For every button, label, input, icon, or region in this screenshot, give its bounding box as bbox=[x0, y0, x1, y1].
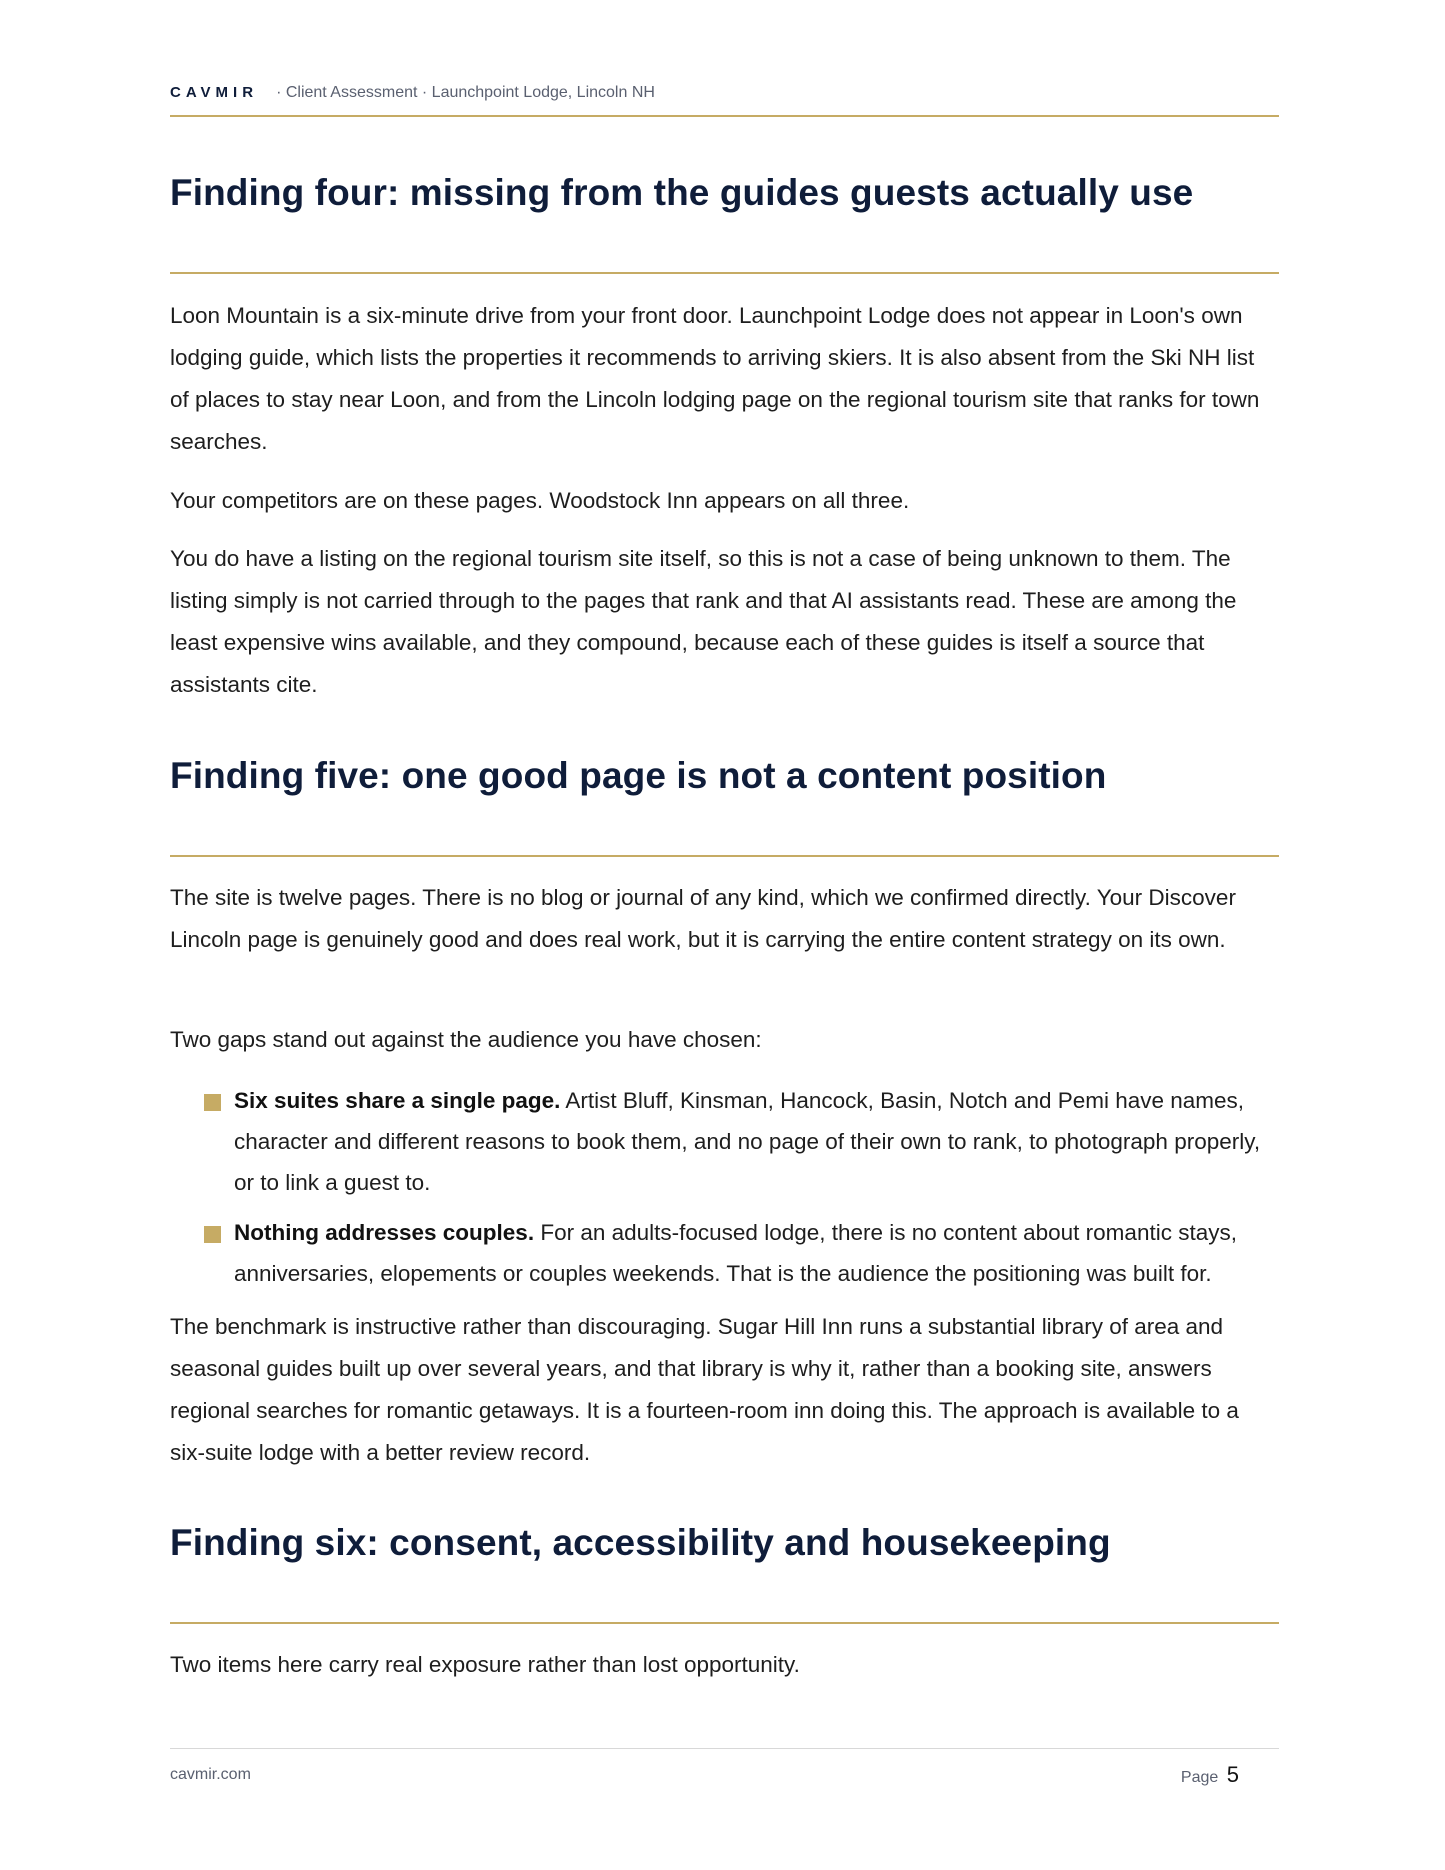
bullet-text: For an adults-focused lodge, there is no content about romantic stays, anniversaries, elopements or couples weekends. That is the audience the positioning was built for. bbox=[234, 1220, 1237, 1286]
page-number-value: 5 bbox=[1226, 1762, 1239, 1787]
page-number bbox=[1181, 1762, 1239, 1788]
bullet-list bbox=[204, 1080, 1279, 1303]
paragraph: Two gaps stand out against the audience you have chosen: bbox=[170, 1027, 762, 1052]
section-heading-finding-four: Finding four: missing from the guides guests actually use bbox=[170, 172, 1194, 213]
footer-rule bbox=[170, 1748, 1279, 1749]
paragraph: You do have a listing on the regional tourism site itself, so this is not a case of being unknown to them. The listing simply is not carried through to the pages that rank and that AI assistants read. These are among the least expensive wins available, and they compound, because each of these guides is itself a source that assistants cite. bbox=[170, 546, 1237, 697]
bullet-text: Artist Bluff, Kinsman, Hancock, Basin, Notch and Pemi have names, character and different reasons to book them, and no page of their own to rank, to photograph properly, or to link a guest to. bbox=[234, 1088, 1261, 1195]
section-rule bbox=[170, 855, 1279, 857]
header-rule bbox=[170, 115, 1279, 117]
list-item bbox=[204, 1080, 1279, 1203]
square-bullet-icon bbox=[204, 1094, 221, 1111]
section-rule bbox=[170, 272, 1279, 274]
bullet-lead: Six suites share a single page. bbox=[234, 1088, 561, 1113]
brand-logo: CAVMIR bbox=[170, 84, 259, 101]
square-bullet-icon bbox=[204, 1226, 221, 1243]
header-breadcrumb: · Client Assessment · Launchpoint Lodge, Lincoln NH bbox=[276, 84, 655, 101]
section-rule bbox=[170, 1622, 1279, 1624]
paragraph: The benchmark is instructive rather than discouraging. Sugar Hill Inn runs a substantial library of area and seasonal guides built up over several years, and that library is why it, rather than a booking site, answers regional searches for romantic getaways. It is a fourteen-room inn doing this. The approach is available to a six-suite lodge with a better review record. bbox=[170, 1314, 1239, 1465]
list-item bbox=[204, 1212, 1279, 1294]
running-header bbox=[170, 84, 1279, 102]
page-label: Page bbox=[1180, 1769, 1219, 1786]
paragraph: Loon Mountain is a six-minute drive from your front door. Launchpoint Lodge does not appear in Loon's own lodging guide, which lists the properties it recommends to arriving skiers. It is also absent from the Ski NH list of places to stay near Loon, and from the Lincoln lodging page on the regional tourism site that ranks for town searches. bbox=[170, 303, 1260, 454]
bullet-lead: Nothing addresses couples. bbox=[234, 1220, 535, 1245]
paragraph: Two items here carry real exposure rather than lost opportunity. bbox=[170, 1652, 800, 1677]
section-heading-finding-six: Finding six: consent, accessibility and housekeeping bbox=[170, 1522, 1111, 1563]
paragraph: The site is twelve pages. There is no blog or journal of any kind, which we confirmed directly. Your Discover Lincoln page is genuinely good and does real work, but it is carrying the entire content strategy on its own. bbox=[170, 885, 1236, 952]
paragraph: Your competitors are on these pages. Woodstock Inn appears on all three. bbox=[170, 488, 910, 513]
footer-site-link: cavmir.com bbox=[170, 1766, 251, 1783]
section-heading-finding-five: Finding five: one good page is not a content position bbox=[170, 755, 1107, 796]
